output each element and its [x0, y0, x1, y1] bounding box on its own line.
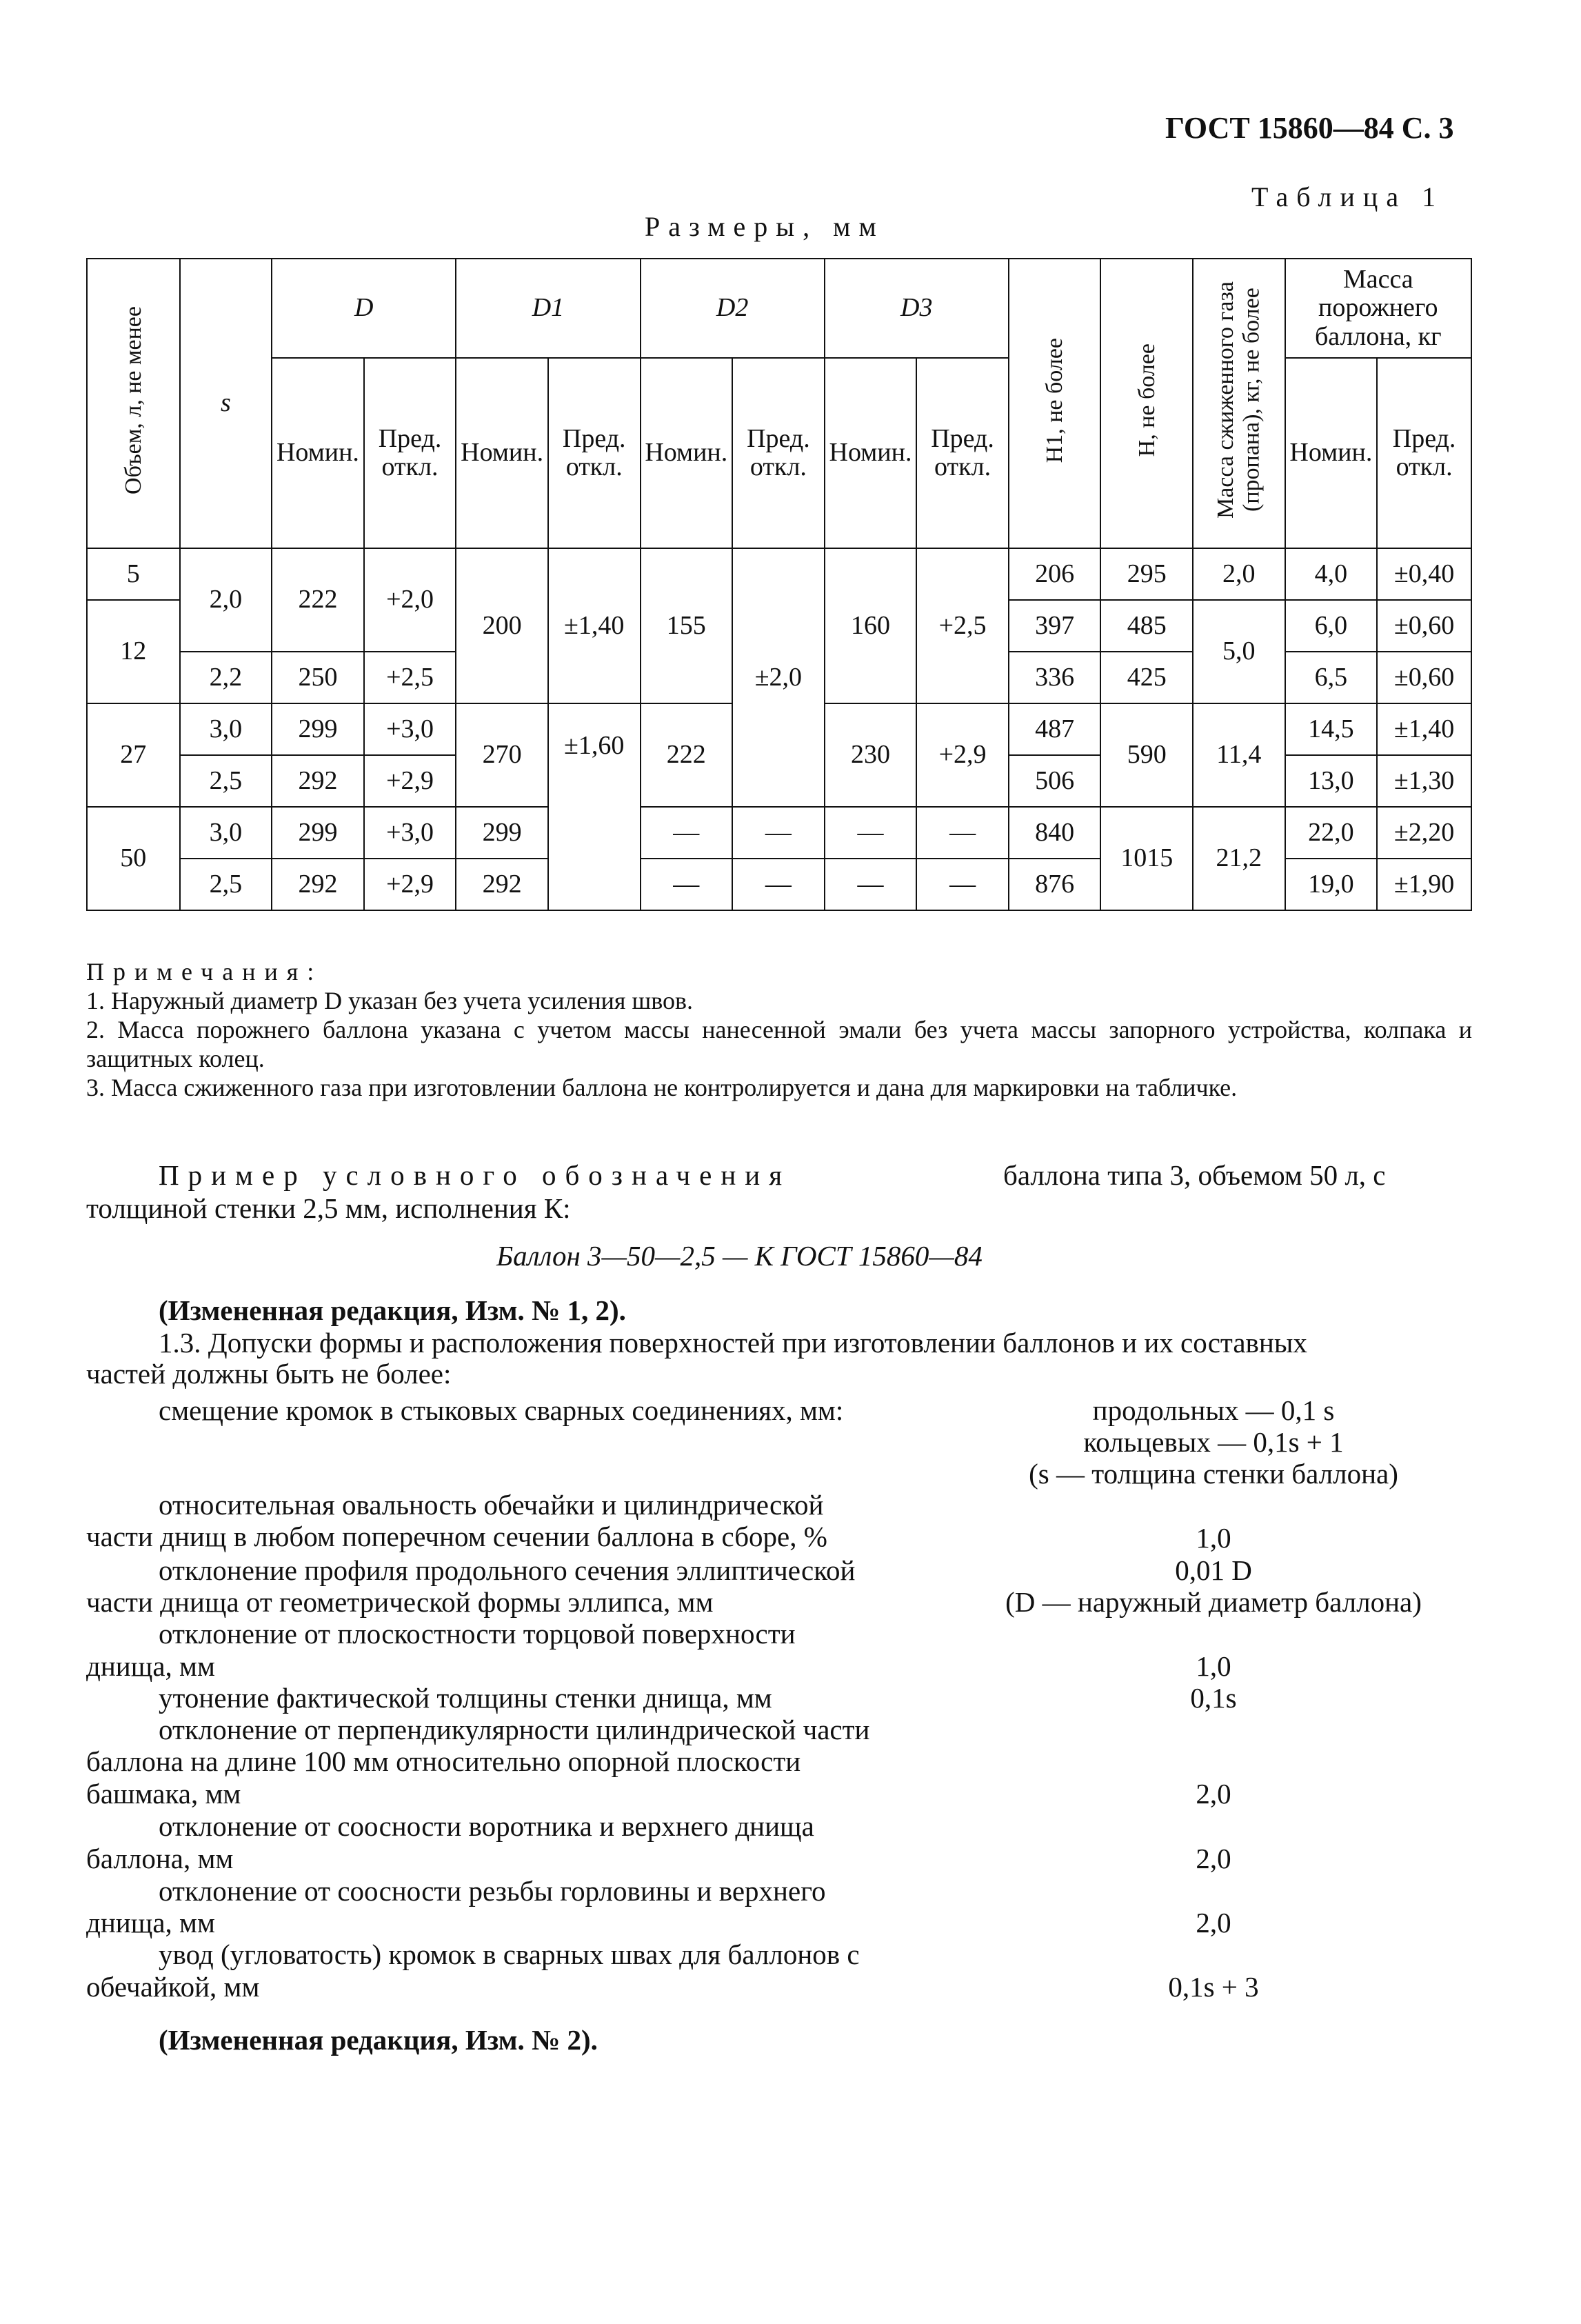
cell: 13,0: [1285, 755, 1378, 807]
edit-note-2: (Измененная редакция, Изм. № 2).: [159, 2024, 598, 2056]
cell: 299: [456, 807, 548, 859]
paragraph-1-3-cont: частей должны быть не более:: [86, 1358, 452, 1390]
cell: 160: [825, 548, 917, 703]
cell: ±2,20: [1377, 807, 1471, 859]
col-D2-header: D2: [641, 259, 825, 358]
tol-flat-label-2: днища, мм: [86, 1650, 215, 1682]
cell: 11,4: [1193, 703, 1285, 807]
cell: —: [732, 859, 825, 910]
tol-oval-label-2: части днищ в любом поперечном сечении баллона в сборе, %: [86, 1521, 827, 1552]
tol-angle-value: 0,1s + 3: [1168, 1971, 1259, 2003]
col-D-header: D: [272, 259, 456, 358]
cell: ±2,0: [732, 548, 825, 807]
table-notes: [86, 957, 1472, 1103]
tol-thin-value: 0,1s: [1190, 1682, 1237, 1714]
cell: 3,0: [180, 703, 272, 755]
cell: 3,0: [180, 807, 272, 859]
cell: 5,0: [1193, 600, 1285, 703]
tol-prof-value-2: (D — наружный диаметр баллона): [1005, 1586, 1422, 1618]
sub-pred: Пред. откл.: [916, 358, 1009, 548]
col-D1-header: D1: [456, 259, 640, 358]
tol-perp-value: 2,0: [1196, 1778, 1231, 1810]
tol-flat-label-1: отклонение от плоскостности торцовой поверхности: [159, 1618, 796, 1650]
cell: 222: [641, 703, 733, 807]
tol-coax2-label-2: днища, мм: [86, 1907, 215, 1939]
cell: 590: [1100, 703, 1193, 807]
cell: 2,5: [180, 755, 272, 807]
tol-coax2-value: 2,0: [1196, 1907, 1231, 1939]
cell: 2,5: [180, 859, 272, 910]
cell: ±0,60: [1377, 600, 1471, 652]
cell: 487: [1009, 703, 1101, 755]
tol-prof-value-1: 0,01 D: [1175, 1554, 1252, 1586]
sub-pred: Пред. откл.: [732, 358, 825, 548]
sub-nom: Номин.: [456, 358, 548, 548]
cell: 2,0: [180, 548, 272, 652]
cell: +2,9: [364, 859, 456, 910]
col-volume-header: Объем, л, не менее: [87, 259, 180, 548]
cell: ±1,30: [1377, 755, 1471, 807]
cell: —: [732, 807, 825, 859]
tol-angle-label-1: увод (угловатость) кромок в сварных швах для баллонов с: [159, 1939, 860, 1970]
tol-shift-value-1: продольных — 0,1 s: [1092, 1394, 1335, 1426]
note-2: 2. Масса порожнего баллона указана с учетом массы нанесенной эмали без учета массы запорного устройства, колпака и защитных колец.: [86, 1016, 1472, 1073]
paragraph-1-3: 1.3. Допуски формы и расположения поверхностей при изготовлении баллонов и их составных: [159, 1327, 1307, 1359]
col-gas-header: Масса сжиженного газа (пропана), кг, не более: [1193, 259, 1285, 548]
cell: +2,0: [364, 548, 456, 652]
cell: +2,5: [916, 548, 1009, 703]
cell: 50: [87, 807, 180, 910]
col-s-header: s: [180, 259, 272, 548]
cell: ±0,60: [1377, 652, 1471, 703]
cell: 336: [1009, 652, 1101, 703]
cell: 840: [1009, 807, 1101, 859]
cell: 1015: [1100, 807, 1193, 910]
cell: —: [641, 859, 733, 910]
tol-oval-label-1: относительная овальность обечайки и цилиндрической: [159, 1489, 824, 1521]
cell: +2,9: [364, 755, 456, 807]
cell: —: [825, 807, 917, 859]
col-D3-header: D3: [825, 259, 1009, 358]
cell: 5: [87, 548, 180, 600]
cell: 397: [1009, 600, 1101, 652]
cell: +2,5: [364, 652, 456, 703]
cell: 295: [1100, 548, 1193, 600]
tol-coax1-label-2: баллона, мм: [86, 1843, 234, 1874]
cell: —: [916, 807, 1009, 859]
cell: 299: [272, 807, 364, 859]
tol-flat-value: 1,0: [1196, 1650, 1231, 1682]
cell: 6,0: [1285, 600, 1378, 652]
tol-prof-label-2: части днища от геометрической формы эллипса, мм: [86, 1586, 714, 1618]
cell: 299: [272, 703, 364, 755]
cell: 485: [1100, 600, 1193, 652]
cell: 206: [1009, 548, 1101, 600]
tol-coax2-label-1: отклонение от соосности резьбы горловины и верхнего: [159, 1875, 826, 1907]
cell: —: [916, 859, 1009, 910]
cell: 250: [272, 652, 364, 703]
cell: 425: [1100, 652, 1193, 703]
cell: +2,9: [916, 703, 1009, 807]
cell: 6,5: [1285, 652, 1378, 703]
cell: 12: [87, 600, 180, 703]
tol-oval-value: 1,0: [1196, 1522, 1231, 1554]
cell: +3,0: [364, 807, 456, 859]
cell: +3,0: [364, 703, 456, 755]
tol-thin-label: утонение фактической толщины стенки днища, мм: [159, 1682, 772, 1714]
cell: ±0,40: [1377, 548, 1471, 600]
sub-pred: Пред. откл.: [364, 358, 456, 548]
cell: 4,0: [1285, 548, 1378, 600]
example-designation: Баллон 3—50—2,5 — К ГОСТ 15860—84: [496, 1240, 983, 1272]
sub-pred: Пред. откл.: [548, 358, 641, 548]
table-row: [87, 807, 1471, 859]
cell: 230: [825, 703, 917, 807]
note-1: 1. Наружный диаметр D указан без учета усиления швов.: [86, 987, 693, 1015]
cell: 292: [272, 755, 364, 807]
cell: 200: [456, 548, 548, 703]
cell: 506: [1009, 755, 1101, 807]
sub-nom: Номин.: [641, 358, 733, 548]
note-3: 3. Масса сжиженного газа при изготовлении баллона не контролируется и дана для маркировки на табличке.: [86, 1074, 1238, 1102]
col-H1-header: H1, не более: [1009, 259, 1101, 548]
notes-title: Примечания:: [86, 958, 323, 985]
cell: 292: [272, 859, 364, 910]
cell: 19,0: [1285, 859, 1378, 910]
cell: 27: [87, 703, 180, 807]
dimensions-table: [86, 258, 1472, 911]
cell: ±1,40: [548, 548, 641, 703]
edit-note-1: (Измененная редакция, Изм. № 1, 2).: [159, 1294, 626, 1326]
sub-nom: Номин.: [272, 358, 364, 548]
table-number: Таблица 1: [1251, 181, 1444, 212]
example-line2: толщиной стенки 2,5 мм, исполнения К:: [86, 1192, 571, 1224]
tol-shift-value-3: (s — толщина стенки баллона): [1029, 1458, 1398, 1490]
cell: 2,0: [1193, 548, 1285, 600]
sub-nom: Номин.: [1285, 358, 1378, 548]
cell: 14,5: [1285, 703, 1378, 755]
tol-shift-label: смещение кромок в стыковых сварных соединениях, мм:: [159, 1394, 844, 1426]
tol-angle-label-2: обечайкой, мм: [86, 1971, 260, 2003]
cell: 155: [641, 548, 733, 703]
example-lead: Пример условного обозначения: [159, 1159, 792, 1191]
tol-prof-label-1: отклонение профиля продольного сечения эллиптической: [159, 1554, 856, 1586]
cell: 876: [1009, 859, 1101, 910]
page-header: ГОСТ 15860—84 С. 3: [1165, 111, 1454, 145]
cell: —: [825, 859, 917, 910]
table-caption: Размеры, мм: [645, 211, 885, 242]
table-row: [87, 548, 1471, 600]
cell: 22,0: [1285, 807, 1378, 859]
cell: 2,2: [180, 652, 272, 703]
cell: ±1,60: [548, 703, 641, 910]
tol-shift-value-2: кольцевых — 0,1s + 1: [1083, 1426, 1344, 1458]
tol-perp-label-3: башмака, мм: [86, 1778, 241, 1810]
cell: —: [641, 807, 733, 859]
cell: ±1,40: [1377, 703, 1471, 755]
example-rest: баллона типа 3, объемом 50 л, с: [1003, 1159, 1386, 1191]
sub-nom: Номин.: [825, 358, 917, 548]
cell: 270: [456, 703, 548, 807]
col-mass-header: Масса порожнего баллона, кг: [1285, 259, 1471, 358]
cell: ±1,90: [1377, 859, 1471, 910]
cell: 222: [272, 548, 364, 652]
tol-perp-label-2: баллона на длине 100 мм относительно опорной плоскости: [86, 1745, 801, 1777]
col-H-header: H, не более: [1100, 259, 1193, 548]
sub-pred: Пред. откл.: [1377, 358, 1471, 548]
cell: 21,2: [1193, 807, 1285, 910]
cell: 292: [456, 859, 548, 910]
tol-perp-label-1: отклонение от перпендикулярности цилиндрической части: [159, 1714, 870, 1745]
tol-coax1-value: 2,0: [1196, 1843, 1231, 1874]
tol-coax1-label-1: отклонение от соосности воротника и верхнего днища: [159, 1810, 814, 1842]
